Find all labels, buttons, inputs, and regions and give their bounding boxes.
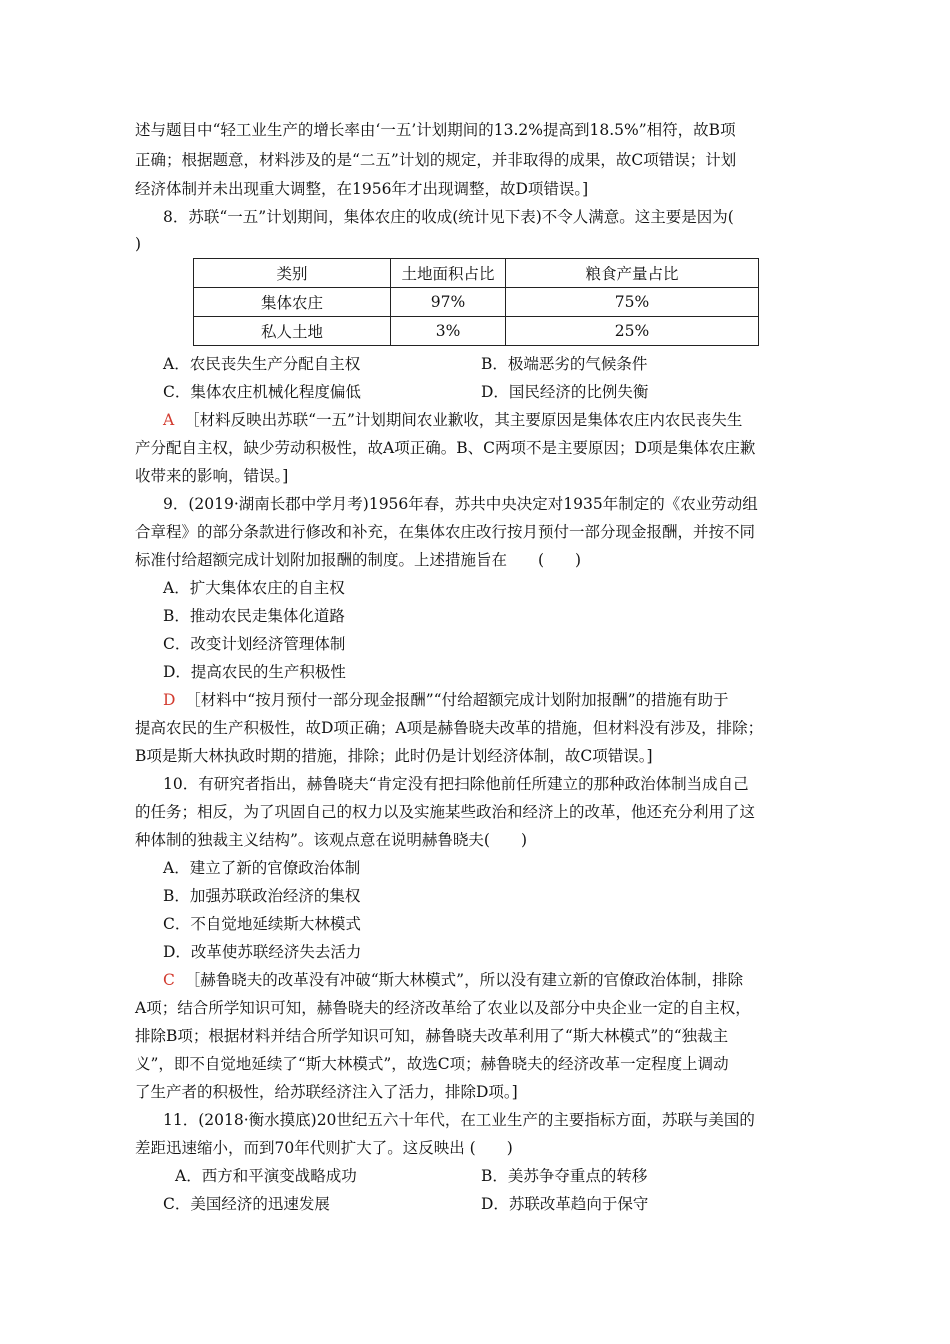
question-10-stem: 10．有研究者指出，赫鲁晓夫“肯定没有把扫除他前任所建立的那种政治体制当成自己 [163,775,749,793]
text-line: 产分配自主权，缺少劳动积极性，故A项正确。B、C两项不是主要原因；D项是集体农庄歉 [135,439,756,457]
explanation-text: ［材料中“按月预付一部分现金报酬”“付给超额完成计划附加报酬”的措施有助于 [185,691,729,709]
table-header-cell: 粮食产量占比 [506,259,759,288]
table-cell: 私人土地 [194,317,391,346]
answer-letter: D [163,691,176,709]
table-cell: 75% [506,288,759,317]
answer-explanation [163,690,729,710]
option-d: D．苏联改革趋向于保守 [481,1195,649,1213]
option-c: C．美国经济的迅速发展 [163,1195,330,1213]
table-cell: 25% [506,317,759,346]
text-line: 差距迅速缩小，而到70年代则扩大了。这反映出 ( ) [135,1139,513,1157]
option-c: C．集体农庄机械化程度偏低 [163,383,361,401]
text-line: 述与题目中“轻工业生产的增长率由‘一五’计划期间的13.2%提高到18.5%”相符，故B项 [135,121,736,139]
question-8-stem: 8．苏联“一五”计划期间，集体农庄的收成(统计见下表)不令人满意。这主要是因为( [163,208,734,226]
option-b: B．美苏争夺重点的转移 [481,1167,648,1185]
option-d: D．提高农民的生产积极性 [163,663,346,681]
text-line: 义”，即不自觉地延续了“斯大林模式”，故选C项；赫鲁晓夫的经济改革一定程度上调动 [135,1055,729,1073]
text-line: 种体制的独裁主义结构”。该观点意在说明赫鲁晓夫( ) [135,831,528,849]
table-cell: 97% [391,288,506,317]
table-cell: 3% [391,317,506,346]
text-line: 经济体制并未出现重大调整，在1956年才出现调整，故D项错误。] [135,180,589,198]
text-line: 收带来的影响，错误。] [135,467,289,485]
answer-letter: C [163,971,175,989]
text-line: 合章程》的部分条款进行修改和补充，在集体农庄改行按月预付一部分现金报酬，并按不同 [135,523,756,541]
table-header-cell: 土地面积占比 [391,259,506,288]
text-line: A项；结合所学知识可知，赫鲁晓夫的经济改革给了农业以及部分中央企业一定的自主权， [135,999,751,1017]
text-line: 了生产者的积极性，给苏联经济注入了活力，排除D项。] [135,1083,518,1101]
table-header-row [194,259,759,288]
option-b: B．极端恶劣的气候条件 [481,355,648,373]
option-d: D．国民经济的比例失衡 [481,383,649,401]
option-c: C．不自觉地延续斯大林模式 [163,915,361,933]
text-line: 排除B项；根据材料并结合所学知识可知，赫鲁晓夫改革利用了“斯大林模式”的“独裁主 [135,1027,729,1045]
table-row [194,288,759,317]
option-a: A．扩大集体农庄的自主权 [163,579,345,597]
answer-explanation [163,970,743,990]
text-line: 提高农民的生产积极性，故D项正确；A项是赫鲁晓夫改革的措施，但材料没有涉及，排除； [135,719,764,737]
question-9-stem: 9．(2019·湖南长郡中学月考)1956年春，苏共中央决定对1935年制定的《农业劳动组 [163,495,758,513]
table-row [194,317,759,346]
table-cell: 集体农庄 [194,288,391,317]
explanation-text: ［赫鲁晓夫的改革没有冲破“斯大林模式”，所以没有建立新的官僚政治体制，排除 [184,971,744,989]
text-line: 标准付给超额完成计划附加报酬的制度。上述措施旨在 ( ) [135,551,582,569]
table-header-cell: 类别 [194,259,391,288]
text-line: 的任务；相反，为了巩固自己的权力以及实施某些政治和经济上的改革，他还充分利用了这 [135,803,756,821]
option-a: A．西方和平演变战略成功 [175,1167,357,1185]
question-11-stem: 11．(2018·衡水摸底)20世纪五六十年代，在工业生产的主要指标方面，苏联与美国的 [163,1111,755,1129]
text-line: 正确；根据题意，材料涉及的是“二五”计划的规定，并非取得的成果，故C项错误；计划 [135,151,737,169]
option-c: C．改变计划经济管理体制 [163,635,346,653]
option-a: A．建立了新的官僚政治体制 [163,859,361,877]
answer-letter: A [163,411,175,429]
answer-explanation [163,410,742,430]
explanation-text: ［材料反映出苏联“一五”计划期间农业歉收，其主要原因是集体农庄内农民丧失生 [184,411,743,429]
option-b: B．加强苏联政治经济的集权 [163,887,361,905]
collective-farm-table [193,258,759,346]
option-a: A．农民丧失生产分配自主权 [163,355,361,373]
question-8-bracket: ) [135,235,142,253]
option-d: D．改革使苏联经济失去活力 [163,943,362,961]
text-line: B项是斯大林执政时期的措施，排除；此时仍是计划经济体制，故C项错误。] [135,747,653,765]
option-b: B．推动农民走集体化道路 [163,607,345,625]
